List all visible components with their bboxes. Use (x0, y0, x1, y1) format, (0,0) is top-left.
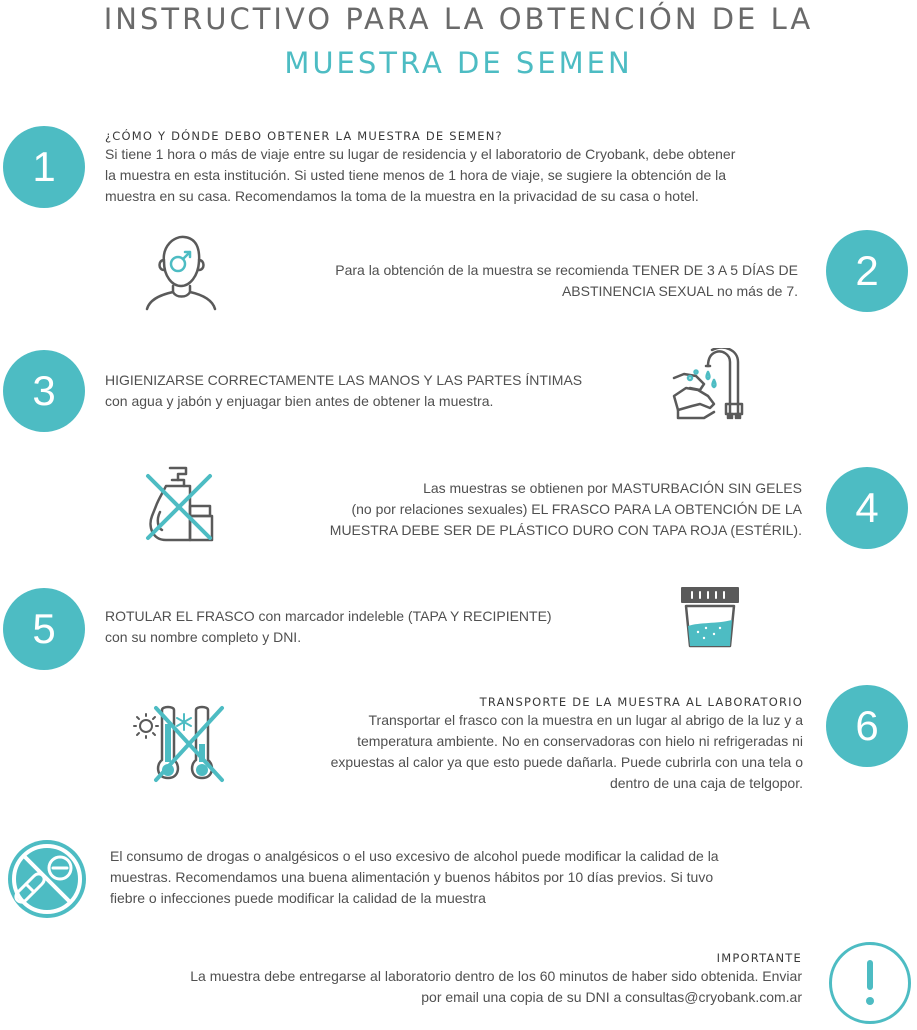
step-1-heading: ¿CÓMO Y DÓNDE DEBO OBTENER LA MUESTRA DE SEMEN? (105, 129, 503, 143)
no-drugs-icon (4, 836, 90, 922)
page-subtitle: MUESTRA DE SEMEN (284, 46, 633, 80)
sample-cup-icon (680, 586, 740, 650)
page-title: INSTRUCTIVO PARA LA OBTENCIÓN DE LA (103, 2, 814, 36)
drugs-text (110, 846, 810, 909)
step-6-heading: TRANSPORTE DE LA MUESTRA AL LABORATORIO (479, 695, 803, 709)
step-6-line: expuestas al calor ya que esto puede dañarla. Puede cubrirla con una tela o (330, 754, 803, 770)
step-1-number: 1 (3, 126, 85, 208)
step-1-line: Si tiene 1 hora o más de viaje entre su lugar de residencia y el laboratorio de Cryobank, debe obtener (105, 146, 736, 162)
exclamation-icon (829, 942, 911, 1024)
step-4-number: 4 (826, 467, 908, 549)
important-heading: IMPORTANTE (716, 951, 802, 965)
step-1-line: muestra en su casa. Recomendamos la toma de la muestra en la privacidad de su casa o hotel. (105, 188, 699, 204)
step-6-text (280, 694, 803, 794)
step-6-line: Transportar el frasco con la muestra en un lugar al abrigo de la luz y a (368, 712, 803, 728)
important-text (100, 950, 802, 1008)
step-4-line: MUESTRA DEBE SER DE PLÁSTICO DURO CON TAPA ROJA (ESTÉRIL). (329, 522, 802, 538)
step-2-number: 2 (826, 230, 908, 312)
step-3-number: 3 (3, 350, 85, 432)
step-2-text (230, 260, 798, 302)
drugs-line: fiebre o infecciones puede modificar la calidad de la muestra (110, 890, 486, 906)
step-6-line: dentro de una caja de telgopor. (609, 775, 803, 791)
step-1-text (105, 128, 825, 207)
hand-washing-icon (670, 348, 746, 422)
male-person-icon (144, 232, 218, 312)
step-6-line: temperatura ambiente. No en conservadoras con hielo ni refrigeradas ni (357, 733, 803, 749)
step-4-text (220, 478, 802, 541)
step-5-line: ROTULAR EL FRASCO con marcador indeleble (TAPA Y RECIPIENTE) (105, 608, 552, 624)
step-5-line: con su nombre completo y DNI. (105, 629, 302, 645)
step-3-line: HIGIENIZARSE CORRECTAMENTE LAS MANOS Y LAS PARTES ÍNTIMAS (105, 372, 583, 388)
no-lubricant-icon (144, 464, 216, 546)
step-1-line: la muestra en esta institución. Si usted tiene menos de 1 hora de viaje, se sugiere la obtención de la (105, 167, 727, 183)
step-5-number: 5 (3, 588, 85, 670)
step-2-line: ABSTINENCIA SEXUAL no más de 7. (561, 283, 798, 299)
drugs-line: muestras. Recomendamos una buena alimentación y buenos hábitos por 10 días previos. Si tuvo (110, 869, 714, 885)
step-6-number: 6 (826, 685, 908, 767)
step-3-line: con agua y jabón y enjuagar bien antes de obtener la muestra. (105, 393, 494, 409)
drugs-line: El consumo de drogas o analgésicos o el uso excesivo de alcohol puede modificar la calidad de la (110, 848, 719, 864)
step-5-text (105, 606, 645, 648)
step-3-text (105, 370, 665, 412)
important-line: por email una copia de su DNI a consultas@cryobank.com.ar (421, 989, 802, 1005)
important-line: La muestra debe entregarse al laboratorio dentro de los 60 minutos de haber sido obtenida. Enviar (190, 968, 802, 984)
no-temperature-icon (132, 704, 226, 784)
step-4-line: (no por relaciones sexuales) EL FRASCO PARA LA OBTENCIÓN DE LA (351, 501, 802, 517)
step-2-line: Para la obtención de la muestra se recomienda TENER DE 3 A 5 DÍAS DE (335, 262, 798, 278)
step-4-line: Las muestras se obtienen por MASTURBACIÓN SIN GELES (423, 480, 802, 496)
